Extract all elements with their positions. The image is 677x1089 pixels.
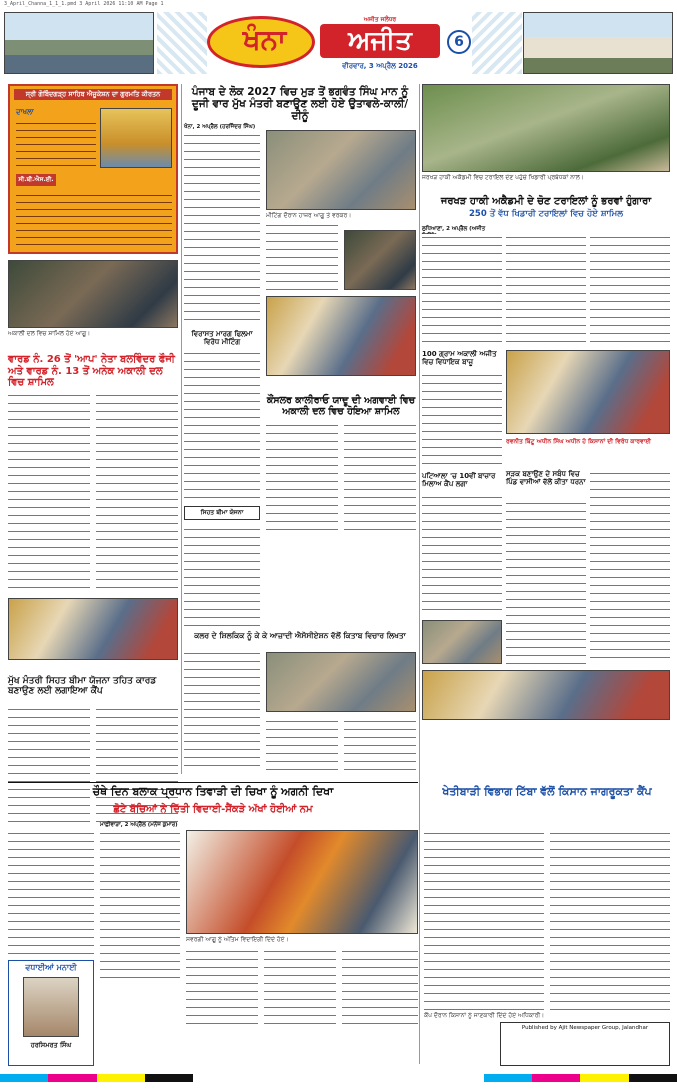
school-ad-label: ਦਾਖਲਾ — [16, 108, 34, 116]
school-ad-badge: ਸੀ.ਬੀ.ਐਸ.ਈ. — [16, 174, 56, 186]
school-ad-title: ਸ੍ਰੀ ਗੋਬਿੰਦਗੜ੍ਹ ਸਾਹਿਬ ਐਜੂਕੇਸ਼ਨ ਦਾ ਗੁਰਮਤਿ ਕੀਰਤਨ — [14, 89, 172, 100]
headline-councillor: ਕੌਂਸਲਰ ਕਾਲੀਰਾਓ ਯਾਦੂ ਦੀ ਅਗਵਾਈ ਵਿਚ ਅਕਾਲੀ ਦਲ ਵਿਚ ਹੋਇਆ ਸ਼ਾਮਿਲ — [266, 395, 416, 417]
hockey-text-col3 — [590, 234, 670, 344]
masthead-paper-name: ਅਜੀਤ — [320, 24, 440, 58]
agri-text-col1 — [424, 830, 544, 1010]
headline-health-camp: ਮੁੱਖ ਮੰਤਰੀ ਸਿਹਤ ਬੀਮਾ ਯੋਜਨਾ ਤਹਿਤ ਕਾਰਡ ਬਣਾਉਣ ਲਈ ਲਗਾਇਆ ਕੈਂਪ — [8, 676, 157, 697]
headline-sports-med: ਪਟਿਆਲਾ 'ਚ 10ਵੀਂ ਬਾਜ਼ਾਰ ਮਿਲਾਅ ਕੈਂਪ ਲਗਾ — [422, 472, 496, 489]
headline-camp: 100 ਗ੍ਰਾਮ ਅਕਾਲੀ ਅਜੀਤ ਵਿਚ ਵਿਧਾਇਕ ਬਾਜ਼ੂ — [422, 350, 497, 367]
agri-text-col2 — [550, 830, 670, 1010]
virasat-text — [184, 350, 260, 500]
funeral-text-col1 — [100, 830, 180, 980]
funeral-text-col4 — [342, 948, 418, 1028]
right-bottom-photo — [422, 620, 502, 664]
school-ad-text — [16, 120, 96, 168]
birthday-box — [8, 960, 94, 1066]
masthead-city-name: ਖੰਨਾ — [242, 23, 287, 56]
masthead-left-photo — [4, 12, 154, 74]
page-number: 6 — [447, 30, 471, 54]
headline-lead: ਪੰਜਾਬ ਦੇ ਲੋਕ 2027 ਵਿਚ ਮੁੜ ਤੋਂ ਭਗਵੰਤ ਸਿੰਘ ਮਾਨ ਨੂੰ ਦੂਜੀ ਵਾਰ ਮੁੱਖ ਮੰਤਰੀ ਬਣਾਉਣ ਲਈ ਹੋਏ ਉਤਾਵਲੇ-ਕਾਲੀ/ਦੀਨੂੰ — [191, 86, 409, 123]
road-text-col2 — [590, 470, 670, 664]
masthead-pattern-right — [472, 12, 522, 74]
color-registration-bar — [0, 1074, 677, 1082]
headline-ambedkar: ਕਲਰ ਦੇ ਸ਼ਿਲਕਿਕ ਨੂੰ ਕੇ ਕੇ ਆਜ਼ਾਦੀ ਐਸੋਸੀਏਸ਼ਨ ਵੱਲੋਂ ਕਿਤਾਬ ਵਿਚਾਰ ਲਿਖਤਾ — [194, 631, 406, 640]
funeral-text-col3 — [264, 948, 336, 1028]
column-divider-1 — [181, 84, 182, 774]
headline-hockey: ਜਰਖੜ ਹਾਕੀ ਅਕੈਡਮੀ ਦੇ ਚੋਣ ਟਰਾਇਲਾਂ ਨੂੰ ਭਰਵਾਂ ਹੁੰਗਾਰਾ — [440, 196, 652, 207]
funeral-photo — [186, 830, 418, 934]
ambedkar-text-2 — [266, 718, 338, 774]
school-ad-photo — [100, 108, 172, 168]
health-camp-photo — [8, 598, 178, 660]
birthday-name: ਹਰਸਿਮਰਤ ਸਿੰਘ — [30, 1041, 72, 1049]
school-ad — [8, 84, 178, 254]
ward-text-col2 — [96, 392, 178, 592]
ward-text-col1 — [8, 392, 90, 592]
headline-hockey-sub: 250 ਤੋਂ ਵੱਧ ਖਿਡਾਰੀ ਟਰਾਇਲਾਂ ਵਿਚ ਹੋਏ ਸ਼ਾਮਿਲ — [469, 209, 623, 219]
footer-imprint-text: Published by Ajit Newspaper Group, Jalandhar — [521, 1025, 649, 1031]
birthday-title: ਵਧਾਈਆਂ ਮਨਾਈ — [25, 963, 77, 972]
footer-imprint — [500, 1022, 670, 1066]
lead-byline: ਖੰਨਾ, 2 ਅਪ੍ਰੈਲ (ਹਰਜਿੰਦਰ ਸਿੰਘ) — [184, 124, 256, 130]
rally-caption: ਰਵਨੀਤ ਬਿੱਟੂ ਅਧੀਨ ਸਿੰਘ ਅਧੀਨ ਹੋ ਕਿਸਾਨਾਂ ਦੀ ਵਿਰੋਧ ਕਾਰਵਾਈ — [506, 438, 651, 445]
lead-photo — [266, 130, 416, 210]
birthday-photo — [23, 977, 79, 1037]
hockey-text-col1 — [422, 234, 502, 344]
hockey-top-photo — [422, 84, 670, 172]
masthead-date: ਵੀਰਵਾਰ, 3 ਅਪ੍ਰੈਲ 2026 — [342, 62, 418, 70]
sports-med-text — [422, 494, 502, 614]
headline-virasat: ਵਿਰਾਸਤ ਮਾਰਗ ਫਿਲਮਾ ਵਿਰੋਧ ਮੀਟਿੰਗ — [191, 330, 253, 347]
print-meta: 3_April_Channa_1_1_1.pmd 3 April 2026 11:10 AM Page 1 — [4, 1, 164, 7]
funeral-photo-caption: ਸਵਰਗੀ ਆਗੂ ਨੂੰ ਅੰਤਿਮ ਵਿਦਾਇਗੀ ਦਿੰਦੇ ਹੋਏ। — [186, 936, 289, 943]
hockey-photo-caption: ਜਰਖੜ ਹਾਕੀ ਅਕੈਡਮੀ ਵਿਚ ਟਰਾਇਲ ਦੇਣ ਪਹੁੰਚੇ ਖਿਡਾਰੀ ਪ੍ਰਬੰਧਕਾਂ ਨਾਲ। — [422, 174, 584, 181]
section-rule — [8, 782, 418, 783]
masthead-tagline: ਅਜੀਤ ਜਲੰਧਰ — [363, 16, 397, 23]
councillor-photo — [266, 296, 416, 376]
left-photo-1 — [8, 260, 178, 328]
school-ad-details — [16, 192, 172, 248]
lead-photo-caption: ਮੀਟਿੰਗ ਦੌਰਾਨ ਹਾਜ਼ਰ ਆਗੂ ਤੇ ਵਰਕਰ। — [266, 212, 352, 219]
banner-box: ਸਿਹਤ ਬੀਮਾ ਯੋਜਨਾ — [184, 506, 260, 520]
masthead-pattern-left — [157, 12, 207, 74]
masthead-right-photo — [523, 12, 673, 74]
left-bottom-text — [8, 830, 94, 954]
banner-photo-mid — [422, 670, 670, 720]
ambedkar-text — [184, 650, 260, 770]
masthead — [2, 10, 675, 78]
funeral-text-col2 — [186, 948, 258, 1028]
ambedkar-photo — [266, 652, 416, 712]
headline-ward: ਵਾਰਡ ਨੰ. 26 ਤੋਂ 'ਆਪ' ਨੇਤਾ ਬਲਵਿੰਦਰ ਫੌਜੀ ਅਤੇ ਵਾਰਡ ਨੰ. 13 ਤੋਂ ਅਨੇਕ ਅਕਾਲੀ ਦਲ ਵਿਚ ਸ਼ਾਮਿਲ — [8, 354, 175, 388]
headline-road: ਸੜਕ ਬਣਾਉਣ ਦੇ ਸਬੰਧ ਵਿਚ ਪਿੰਡ ਵਾਸੀਆਂ ਵੱਲੋਂ ਕੀਤਾ ਧਰਨਾ — [506, 470, 586, 487]
headline-funeral-sub: ਛੋਟੇ ਬੱਚਿਆਂ ਨੇ ਦਿੱਤੀ ਵਿਦਾਈ-ਸੈਂਕੜੇ ਅੱਖਾਂ ਹੋਈਆਂ ਨਮ — [113, 804, 313, 815]
middle-text-left — [184, 526, 260, 626]
road-text-col1 — [506, 500, 586, 664]
left-photo-1-caption: ਅਕਾਲੀ ਦਲ ਵਿਚ ਸ਼ਾਮਿਲ ਹੋਏ ਆਗੂ। — [8, 330, 91, 337]
lead-text-col1 — [184, 132, 260, 322]
agri-photo-caption: ਕੈਂਪ ਦੌਰਾਨ ਕਿਸਾਨਾਂ ਨੂੰ ਜਾਣਕਾਰੀ ਦਿੰਦੇ ਹੋਏ ਅਧਿਕਾਰੀ। — [424, 1012, 545, 1019]
headline-funeral: ਚੌਥੇ ਦਿਨ ਬਲਾਕ ਪ੍ਰਧਾਨ ਤਿਵਾੜੀ ਦੀ ਚਿਖਾ ਨੂੰ ਅਗਨੀ ਦਿਖਾ — [92, 785, 334, 798]
camp-text — [422, 372, 502, 466]
hockey-text-col2 — [506, 234, 586, 344]
councillor-text-col2 — [344, 422, 416, 532]
funeral-byline: ਮਾਛੀਵਾੜਾ, 2 ਅਪ੍ਰੈਲ (ਮਨੋਜ ਕੁਮਾਰ) — [100, 822, 178, 828]
column-divider-2 — [419, 84, 420, 1064]
ambedkar-text-3 — [344, 718, 416, 774]
rally-photo — [506, 350, 670, 434]
councillor-text-col1 — [266, 422, 338, 532]
headline-agri: ਖੇਤੀਬਾੜੀ ਵਿਭਾਗ ਟਿੱਬਾ ਵੱਲੋਂ ਕਿਸਾਨ ਜਾਗਰੂਕਤਾ ਕੈਂਪ — [442, 785, 652, 798]
lead-photo-2 — [344, 230, 416, 290]
hockey-byline: ਲੁਧਿਆਣਾ, 2 ਅਪ੍ਰੈਲ (ਅਜੀਤ — [422, 226, 486, 232]
